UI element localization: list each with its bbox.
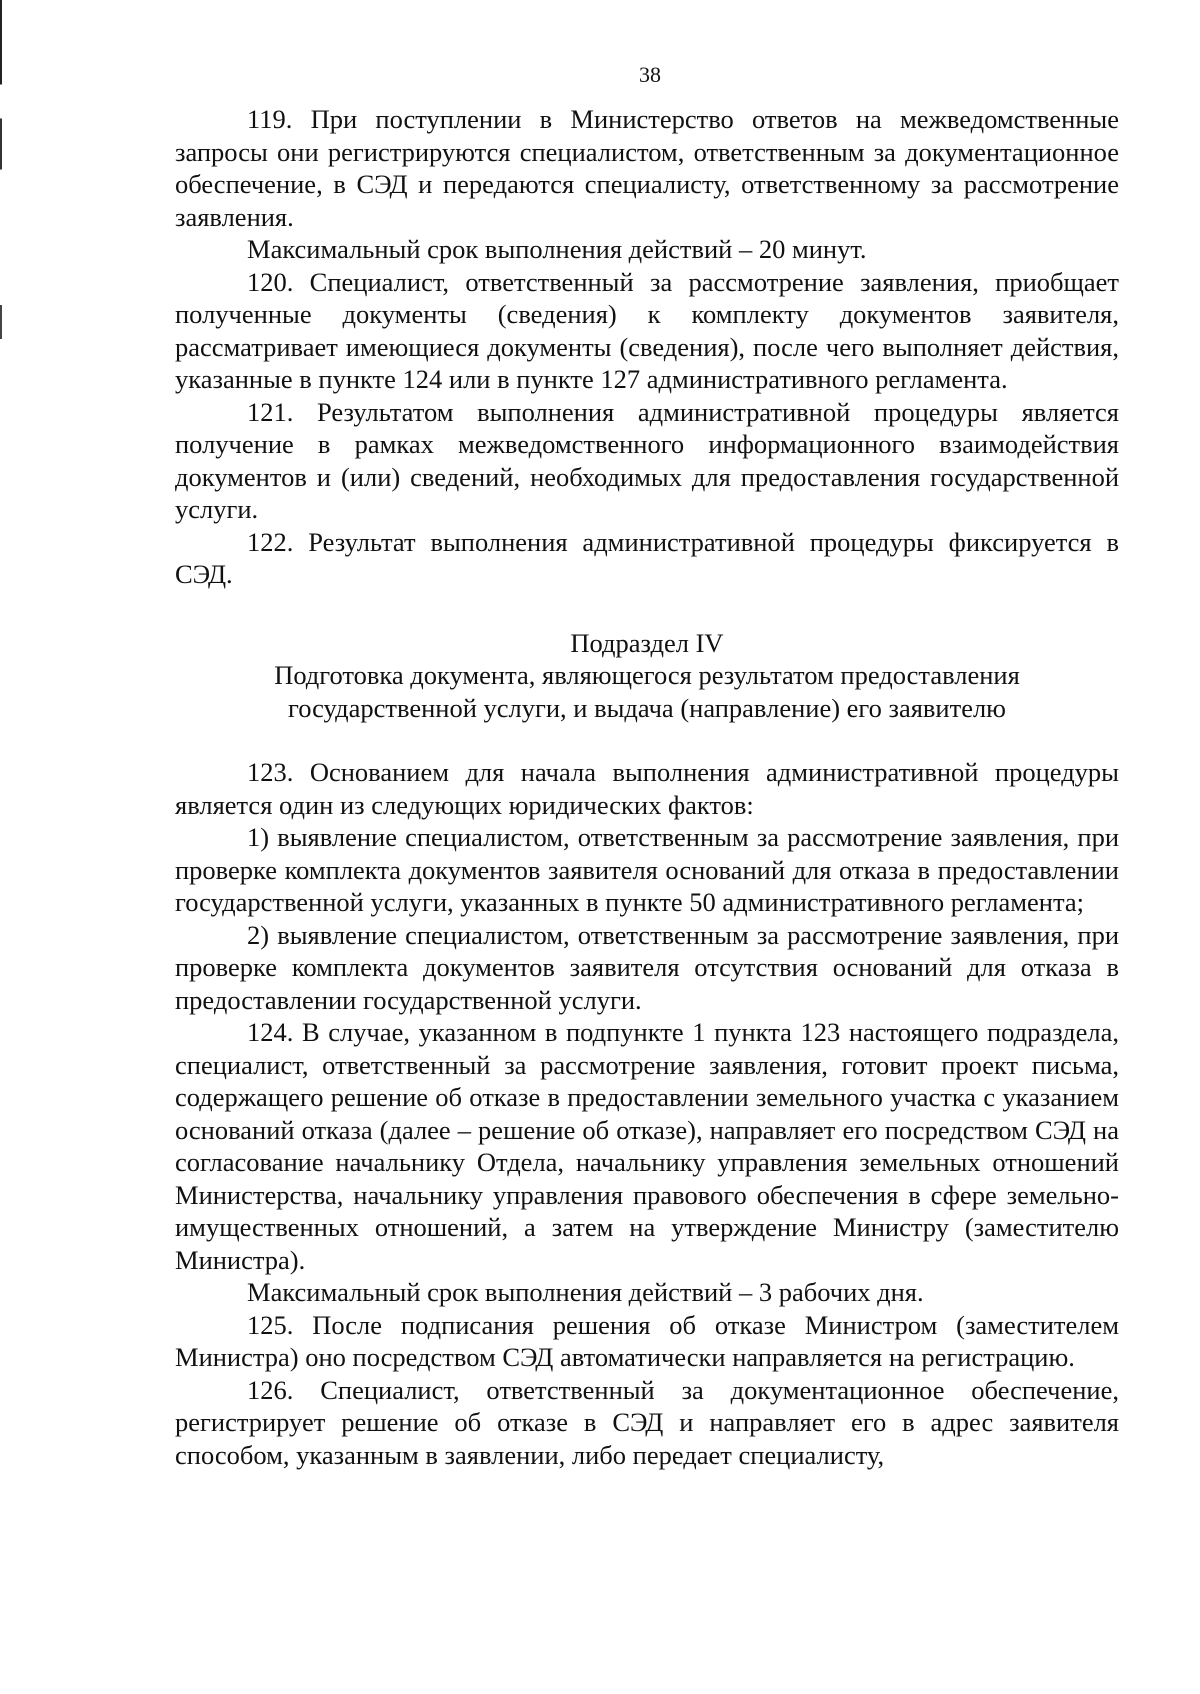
section-gap-top xyxy=(175,591,1119,627)
paragraph-122: 122. Результат выполнения административной процедуры фиксируется в СЭД. xyxy=(175,526,1119,589)
paragraph-123-item-2: 2) выявление специалистом, ответственным за рассмотрение заявления, при проверке комплекта документов заявителя отсутствия оснований для отказа в предоставлении государственной услуги. xyxy=(175,919,1119,1015)
paragraph-119-deadline: Максимальный срок выполнения действий – 20 минут. xyxy=(247,234,867,264)
paragraph-123-item-1: 1) выявление специалистом, ответственным за рассмотрение заявления, при проверке комплекта документов заявителя оснований для отказа в предоставлении государственной услуги, указанных в пункте 50 административного регламента; xyxy=(175,822,1119,917)
section-title-line-1: Подготовка документа, являющегося результатом предоставления xyxy=(274,660,1020,690)
paragraph-119: 119. При поступлении в Министерство ответов на межведомственные запросы они регистрируются специалистом, ответственным за документационное обеспечение, в СЭД и передаются специалисту, ответственному за рассмотрение заявления. xyxy=(175,104,1119,232)
paragraph-123: 123. Основанием для начала выполнения административной процедуры является один из следующих юридических фактов: xyxy=(175,757,1119,820)
paragraph-120: 120. Специалист, ответственный за рассмотрение заявления, приобщает полученные документы (сведения) к комплекту документов заявителя, рассматривает имеющиеся документы (сведения), после чего выполняет действия, указанные в пункте 124 или в пункте 127 административного регламента. xyxy=(175,266,1119,394)
paragraph-121: 121. Результатом выполнения административной процедуры является получение в рамках межведомственного информационного взаимодействия документов и (или) сведений, необходимых для предоставления государственной услуги. xyxy=(175,396,1119,524)
section-label: Подраздел IV xyxy=(570,627,724,658)
document-body xyxy=(175,103,1119,1471)
paragraph-124: 124. В случае, указанном в подпункте 1 пункта 123 настоящего подраздела, специалист, ответственный за рассмотрение заявления, готовит проект письма, содержащего решение об отказе в предоставлении земельного участка с указанием оснований отказа (далее – решение об отказе), направляет его посредством СЭД на согласование начальнику Отдела, начальнику управления земельных отношений Министерства, начальнику управления правового обеспечения в сфере земельно-имущественных отношений, а затем на утверждение Министру (заместителю Министра). xyxy=(175,1017,1119,1275)
page-number: 38 xyxy=(639,62,661,87)
paragraph-126: 126. Специалист, ответственный за документационное обеспечение, регистрирует решение об отказе в СЭД и направляет его в адрес заявителя способом, указанным в заявлении, либо передает специалисту, xyxy=(175,1374,1119,1470)
paragraph-125: 125. После подписания решения об отказе Министром (заместителем Министра) оно посредством СЭД автоматически направляется на регистрацию. xyxy=(175,1309,1119,1372)
section-title-line-2: государственной услуги, и выдача (направление) его заявителю xyxy=(288,692,1006,723)
paragraph-124-deadline: Максимальный срок выполнения действий – 3 рабочих дня. xyxy=(247,1277,924,1307)
scan-edge xyxy=(0,0,2,1694)
section-gap-bottom xyxy=(175,724,1119,756)
